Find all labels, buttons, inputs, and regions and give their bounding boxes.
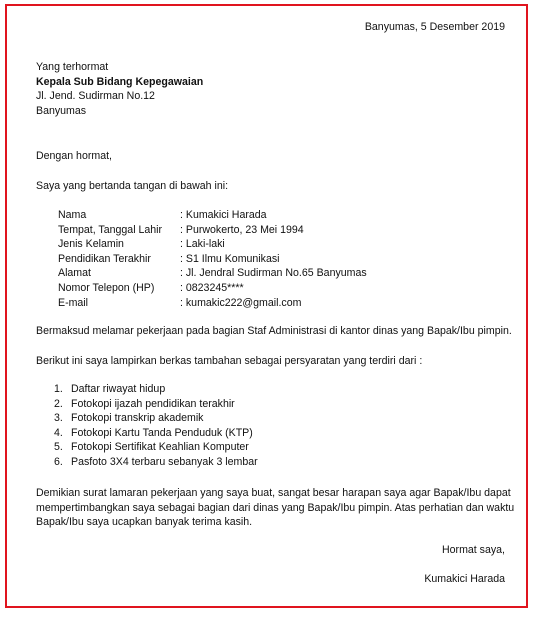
intro-paragraph: Saya yang bertanda tangan di bawah ini: — [36, 180, 229, 192]
regards: Hormat saya, — [442, 544, 505, 556]
letter-date: Banyumas, 5 Desember 2019 — [364, 21, 505, 33]
list-item — [54, 411, 258, 426]
closing-line: mempertimbangkan saya sebagai bagian dari dinas yang Bapak/Ibu pimpin. Atas perhatian dan waktu — [36, 501, 515, 514]
list-item-text: Pasfoto 3X4 terbaru sebanyak 3 lembar — [71, 455, 258, 468]
info-label: Alamat — [58, 267, 91, 280]
info-value: : Jl. Jendral Sudirman No.65 Banyumas — [180, 267, 367, 280]
info-row-email — [58, 296, 367, 311]
info-value: : S1 Ilmu Komunikasi — [180, 252, 280, 265]
info-row-education — [58, 252, 367, 267]
info-label: Tempat, Tanggal Lahir — [58, 223, 163, 236]
list-item — [54, 426, 258, 441]
info-row-address — [58, 266, 367, 281]
list-item-number: 2. — [54, 397, 63, 410]
info-label: Jenis Kelamin — [58, 238, 124, 251]
info-value: : kumakic222@gmail.com — [180, 296, 302, 309]
applicant-info-table — [58, 208, 367, 310]
list-item-number: 1. — [54, 383, 63, 395]
list-item — [54, 382, 258, 397]
purpose-paragraph: Bermaksud melamar pekerjaan pada bagian Staf Administrasi di kantor dinas yang Bapak/Ibu pimpin. — [36, 325, 512, 337]
list-item-number: 5. — [54, 441, 63, 454]
list-item-text: Fotokopi Sertifikat Keahlian Komputer — [71, 441, 249, 454]
list-item — [54, 455, 258, 470]
info-row-birth — [58, 223, 367, 238]
closing-line: Bapak/Ibu saya ucapkan banyak terima kasih. — [36, 516, 253, 529]
info-label: Pendidikan Terakhir — [58, 252, 151, 265]
list-item — [54, 440, 258, 455]
list-item-number: 6. — [54, 455, 63, 468]
list-item-number: 3. — [54, 412, 63, 425]
attachments-intro: Berikut ini saya lampirkan berkas tambahan sebagai persyaratan yang terdiri dari : — [36, 355, 423, 367]
attachments-list — [54, 382, 258, 470]
list-item-number: 4. — [54, 426, 63, 439]
info-value: : Purwokerto, 23 Mei 1994 — [180, 223, 304, 236]
info-value: : Laki-laki — [180, 238, 225, 251]
info-row-phone — [58, 281, 367, 296]
letter-document — [7, 6, 526, 606]
recipient-block — [36, 60, 203, 118]
info-label: E-mail — [58, 296, 89, 309]
salutation: Dengan hormat, — [36, 150, 112, 162]
info-row-gender — [58, 237, 367, 252]
info-label: Nomor Telepon (HP) — [58, 281, 155, 294]
recipient-city: Banyumas — [36, 104, 87, 117]
list-item-text: Daftar riwayat hidup — [71, 383, 166, 395]
info-row-name — [58, 208, 367, 223]
letter-frame — [5, 4, 528, 608]
list-item-text: Fotokopi Kartu Tanda Penduduk (KTP) — [71, 426, 253, 439]
info-label: Nama — [58, 209, 87, 221]
recipient-position: Kepala Sub Bidang Kepegawaian — [36, 75, 204, 88]
closing-paragraph — [36, 486, 515, 530]
list-item-text: Fotokopi transkrip akademik — [71, 412, 204, 425]
recipient-greeting: Yang terhormat — [36, 61, 109, 73]
info-value: : 0823245**** — [180, 281, 244, 294]
recipient-address: Jl. Jend. Sudirman No.12 — [36, 90, 155, 103]
list-item-text: Fotokopi ijazah pendidikan terakhir — [71, 397, 235, 410]
closing-line: Demikian surat lamaran pekerjaan yang saya buat, sangat besar harapan saya agar Bapak/Ibu dapat — [36, 487, 511, 499]
signer-name: Kumakici Harada — [424, 573, 505, 585]
list-item — [54, 397, 258, 412]
info-value: : Kumakici Harada — [180, 209, 267, 221]
